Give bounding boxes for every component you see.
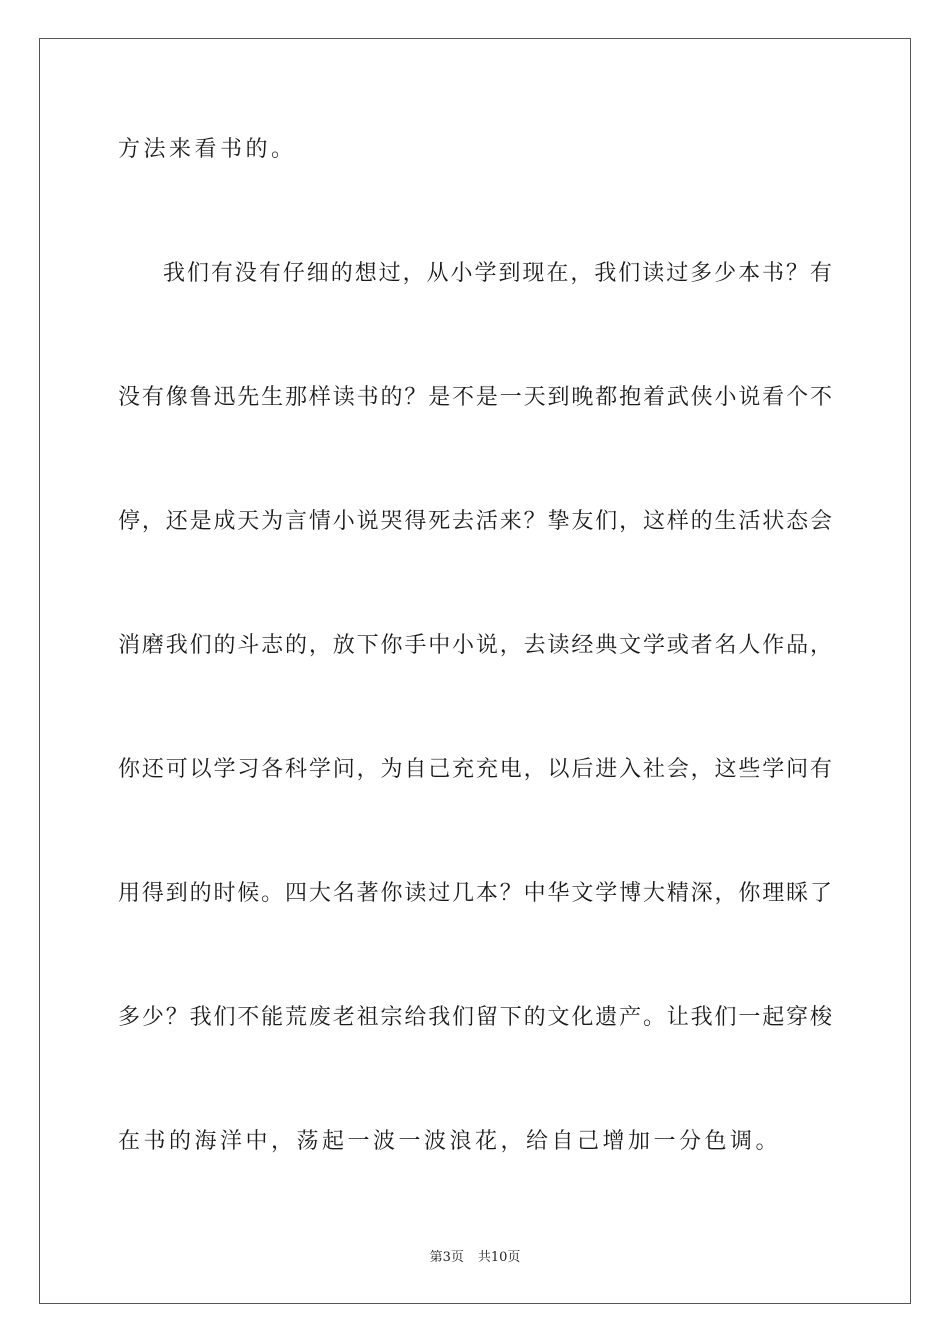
total-pages: 共10页 (477, 1250, 521, 1265)
page-border (39, 38, 911, 1304)
text-line-4: 停，还是成天为言情小说哭得死去活来？挚友们，这样的生活状态会 (118, 509, 832, 534)
text-line-3: 没有像鲁迅先生那样读书的？是不是一天到晚都抱着武侠小说看个不 (118, 385, 832, 410)
text-line-5: 消磨我们的斗志的，放下你手中小说，去读经典文学或者名人作品， (118, 633, 832, 658)
page-footer (0, 1249, 950, 1267)
text-line-9: 在书的海洋中，荡起一波一波浪花，给自己增加一分色调。 (118, 1129, 782, 1154)
page-number: 第3页 (429, 1250, 464, 1265)
text-line-7: 用得到的时候。四大名著你读过几本？中华文学博大精深，你理睬了 (118, 881, 832, 906)
text-line-1: 方法来看书的。 (118, 137, 297, 162)
text-line-2: 我们有没有仔细的想过，从小学到现在，我们读过多少本书？有 (163, 261, 832, 286)
text-line-8: 多少？我们不能荒废老祖宗给我们留下的文化遗产。让我们一起穿梭 (118, 1005, 832, 1030)
text-line-6: 你还可以学习各科学问，为自己充充电，以后进入社会，这些学问有 (118, 757, 832, 782)
